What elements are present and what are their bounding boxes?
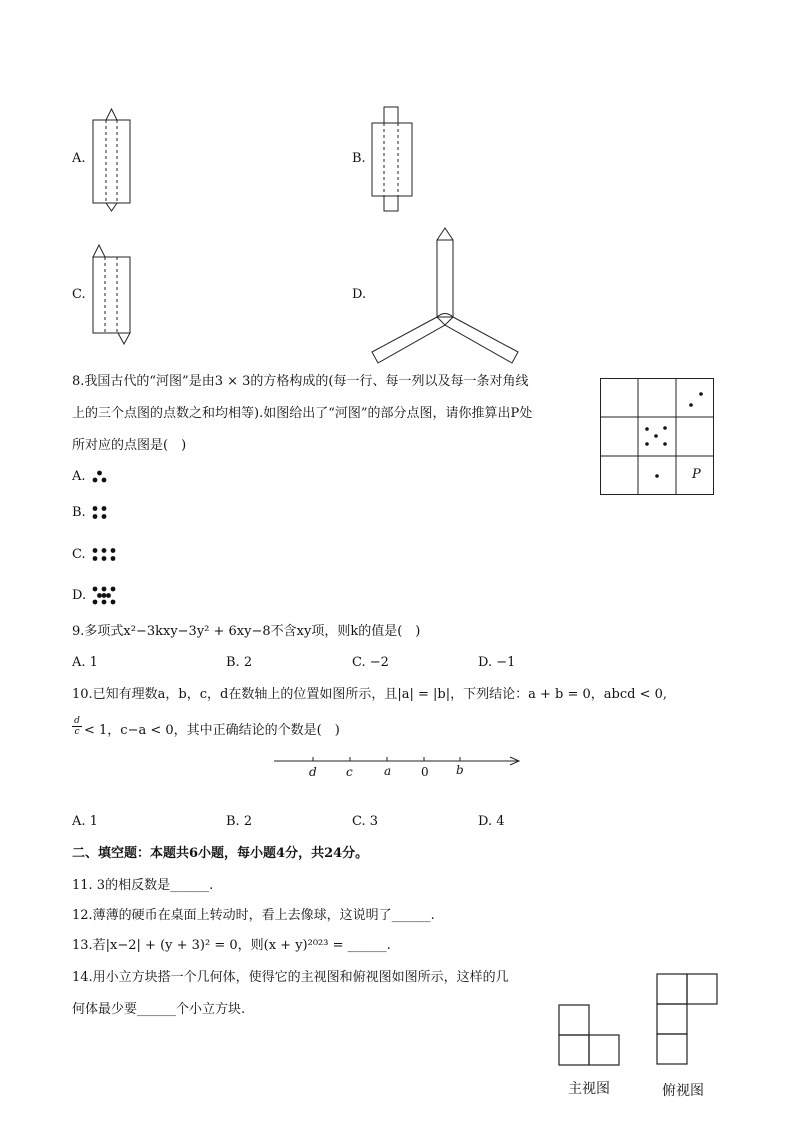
q8-option-b-label: B. bbox=[72, 505, 86, 520]
q9-option-b: B. 2 bbox=[226, 655, 253, 670]
q8-option-d-dots bbox=[92, 586, 118, 606]
q9-option-d: D. −1 bbox=[478, 655, 516, 670]
q9-stem: 9.多项式x²−3kxy−3y² + 6xy−8不含xy项，则k的值是( ) bbox=[72, 624, 421, 639]
q7-option-d-label: D. bbox=[352, 287, 367, 302]
q10-fraction-numerator: d bbox=[74, 716, 80, 726]
q7-option-c-net bbox=[88, 244, 138, 348]
q7-option-d-net bbox=[368, 222, 528, 364]
section-2-heading: 二、填空题：本题共6小题，每小题4分，共24分。 bbox=[72, 846, 369, 861]
q14-front-view-caption: 主视图 bbox=[568, 1081, 610, 1097]
q14-front-view bbox=[558, 1004, 622, 1068]
q10-option-d: D. 4 bbox=[478, 814, 505, 829]
q8-option-c-dots bbox=[92, 547, 118, 563]
q8-option-c-label: C. bbox=[72, 547, 86, 562]
q10-axis-label-d: d bbox=[309, 765, 317, 779]
q14-top-view-caption: 俯视图 bbox=[662, 1083, 704, 1099]
q9-option-a: A. 1 bbox=[72, 655, 98, 670]
q13-text: 13.若|x−2| + (y + 3)² = 0，则(x + y)²⁰²³ = ______. bbox=[72, 938, 391, 953]
q10-axis-label-zero: 0 bbox=[421, 765, 429, 779]
q8-grid-p-label: P bbox=[692, 467, 701, 482]
q10-fraction-denominator: c bbox=[74, 727, 80, 737]
q10-stem-line-1: 10.已知有理数a，b，c，d在数轴上的位置如图所示，且|a| = |b|，下列结论：a + b = 0，abcd < 0, bbox=[72, 687, 667, 702]
q7-option-a-net bbox=[88, 108, 138, 212]
q11-text: 11. 3的相反数是______. bbox=[72, 878, 214, 893]
q10-axis-label-a: a bbox=[384, 764, 392, 778]
q7-option-a-label: A. bbox=[72, 151, 86, 166]
q14-stem-line-1: 14.用小立方块搭一个几何体，使得它的主视图和俯视图如图所示，这样的几 bbox=[72, 970, 509, 985]
q14-stem-line-2: 何体最少要______个小立方块. bbox=[72, 1002, 246, 1017]
q7-option-b-label: B. bbox=[352, 151, 366, 166]
q12-text: 12.薄薄的硬币在桌面上转动时，看上去像球，这说明了______. bbox=[72, 908, 435, 923]
q8-option-a-label: A. bbox=[72, 469, 86, 484]
q8-option-d-label: D. bbox=[72, 588, 87, 603]
q8-option-b-dots bbox=[92, 505, 108, 521]
q10-stem-line-2: < 1，c−a < 0，其中正确结论的个数是( ) bbox=[84, 723, 340, 738]
q8-stem-line-3: 所对应的点图是( ) bbox=[72, 438, 187, 453]
q10-option-b: B. 2 bbox=[226, 814, 253, 829]
q10-fraction bbox=[72, 716, 82, 737]
q10-axis-label-c: c bbox=[346, 765, 353, 779]
q7-option-b-net bbox=[368, 105, 418, 215]
q8-option-a-dots bbox=[92, 470, 108, 484]
q10-option-a: A. 1 bbox=[72, 814, 98, 829]
q10-axis-label-b: b bbox=[456, 763, 464, 777]
q7-option-c-label: C. bbox=[72, 287, 86, 302]
q14-top-view bbox=[656, 973, 720, 1067]
q9-option-c: C. −2 bbox=[352, 655, 389, 670]
q8-stem-line-1: 8.我国古代的“河图”是由3 × 3的方格构成的(每一行、每一列以及每一条对角线 bbox=[72, 374, 529, 389]
q8-stem-line-2: 上的三个点图的点数之和均相等).如图给出了“河图”的部分点图，请你推算出P处 bbox=[72, 406, 533, 421]
q10-option-c: C. 3 bbox=[352, 814, 379, 829]
